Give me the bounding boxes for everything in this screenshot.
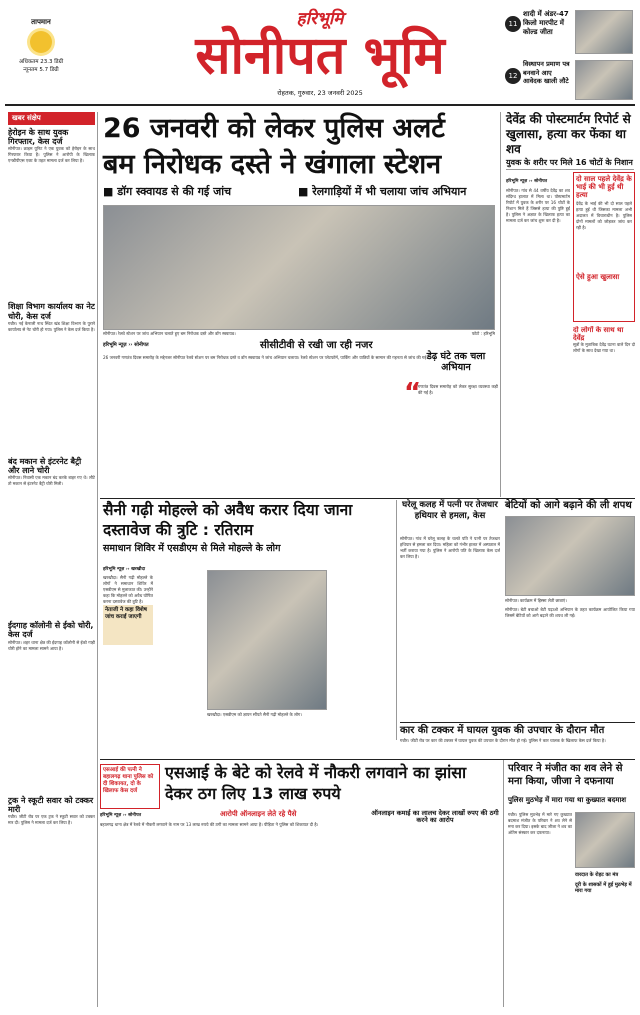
sidebar-item-body: गन्नौर। जीटी रोड पर एक ट्रक ने स्कूटी सवार को टक्कर मार दी। पुलिस ने मामला दर्ज कर लिया है। [8, 813, 95, 825]
lead-photo-caption: सोनीपत। रेलवे स्टेशन पर जांच अभियान चलाते हुए बम निरोधक दस्ते और डॉग स्क्वायड। [103, 331, 236, 336]
lead-photo-credit: फोटो : हरिभूमि [471, 331, 495, 336]
fraud-sub1: आरोपी ऑनलाइन लेते रहे पैसे [220, 810, 297, 818]
box1-sub: ऐसे हुआ खुलासा [576, 273, 620, 282]
sun-icon [30, 31, 52, 53]
box1-head: दो साल पहले देवेंद्र के भाई की भी हुई थी हत्या [576, 175, 632, 200]
lead-headline-2: बम निरोधक दस्ते ने खंगाला स्टेशन [103, 149, 442, 180]
promo-text: विस्थापन प्रमाण पत्र बनवाने आए आवेदक खाली लौटे [523, 60, 570, 85]
promo-number: 12 [505, 68, 521, 84]
quote-mark: “ [404, 378, 422, 408]
fraud-sub2: ऑनलाइन कमाई का लालच देकर लाखों रुपए की ठगी करने का आरोप [371, 809, 499, 825]
bottom-right-box [575, 872, 635, 932]
promo-photo [575, 60, 633, 100]
accident-body: गन्नौर। जीटी रोड पर कार की टक्कर में घायल युवक की उपचार के दौरान मौत हो गई। पुलिस ने कार चालक के खिलाफ केस दर्ज किया है। [400, 738, 606, 743]
promo-1[interactable] [505, 8, 635, 60]
accident-headline: कार की टक्कर में घायल युवक की उपचार के दौरान मौत [400, 722, 635, 737]
sidebar-item-title: हेरोइन के साथ युवक गिरफ्तार, केस दर्ज [8, 128, 69, 147]
col-divider [503, 760, 504, 1007]
col3-headline: घरेलू कलह में पत्नी पर तेजधार हथियार से हमला, केस [402, 500, 498, 521]
section-rule-2 [100, 759, 635, 760]
col4-headline: बेटियों को आगे बढ़ाने की ली शपथ [505, 500, 632, 511]
second-photo-caption: खरखौदा। एसडीएम को ज्ञापन सौंपते सैनी गढ़ी मोहल्ले के लोग। [207, 712, 302, 717]
bottom-right-headline: परिवार ने मंजीत का शव लेने से मना किया, जीजा ने दफनाया [508, 763, 623, 787]
second-body: खरखौदा। सैनी गढ़ी मोहल्ले के लोगों ने समाधान शिविर में एसडीएम से मुलाकात की। उन्होंने कहा कि मोहल्ले को अवैध घोषित करना दस्तावेज की त्रुटि है। [103, 575, 153, 604]
col-divider [500, 112, 501, 497]
sidebar-item-title: बंद मकान से इंटरनेट बैट्री और लाने चोरी [8, 456, 82, 475]
sidebar-item-body: सोनीपत। शहर थाना क्षेत्र की ईदगाह कॉलोनी से ईको गाड़ी चोरी होने का मामला सामने आया है। [8, 639, 95, 651]
box1-body: देवेंद्र के भाई की भी दो साल पहले हत्या हुई थी जिसका मामला अभी अदालत में विचाराधीन है। पुलिस दोनों मामलों को जोड़कर जांच कर रही है। [576, 201, 632, 231]
col4-body: सोनीपत। बेटी बचाओ बेटी पढ़ाओ अभियान के तहत कार्यक्रम आयोजित किया गया जिसमें बेटियों को आगे बढ़ाने की शपथ ली गई। [505, 607, 635, 618]
second-callout [103, 605, 153, 645]
dateline: रोहतक, गुरुवार, 23 जनवरी 2025 [277, 89, 363, 97]
masthead-rule [5, 104, 635, 106]
promo-photo [575, 10, 633, 54]
lead-byline: हरिभूमि न्यूज़ ›› सोनीपत [103, 342, 149, 348]
temp-min: न्यूनतम 5.7 डिग्री [23, 67, 59, 73]
lead-subhead-right: ■ रेलगाड़ियों में भी चलाया जांच अभियान [298, 185, 467, 198]
right-top-byline: हरिभूमि न्यूज़ ›› सोनीपत [506, 179, 548, 184]
sidebar-item-title: ट्रक ने स्कूटी सवार को टक्कर मारी [8, 795, 94, 814]
second-headline: सैनी गढ़ी मोहल्ले को अवैध करार दिया जाना दस्तावेज की त्रुटि : रतिराम [103, 501, 353, 539]
sidebar-item-body: सोनीपत। निवासी एक मकान बंद करके बाहर गए थे। लौटे तो मकान से इंटरनेट बैट्री चोरी मिली। [8, 475, 95, 487]
callout-text: नेताजी ने कहा विशेष जांच कराई जाएगी [105, 607, 147, 620]
section-rule-1 [100, 498, 635, 499]
lead-headline-1: 26 जनवरी को लेकर पुलिस अलर्ट [103, 113, 445, 144]
sidebar-item[interactable] [8, 621, 95, 789]
right-top-body: सोनीपत। गांव से 44 वर्षीय देवेंद्र का शव संदिग्ध हालात में मिला था। पोस्टमार्टम रिपोर्ट में युवक के शरीर पर 16 चोटों के निशान मिले हैं जिससे हत्या की पुष्टि हुई है। पुलिस ने अज्ञात के खिलाफ हत्या का मामला दर्ज कर जांच शुरू कर दी है। [506, 188, 570, 223]
sidebar-item-title: ईदगाह कॉलोनी से ईको चोरी, केस दर्ज [8, 621, 94, 640]
second-photo [207, 570, 327, 710]
sidebar-divider [97, 112, 98, 1007]
fraud-body: बहालगढ़ थाना क्षेत्र में रेलवे में नौकरी लगवाने के नाम पर 13 लाख रुपये की ठगी का मामला सामने आया है। पीड़िता ने पुलिस को शिकायत दी है। [100, 822, 319, 827]
right-top-box2 [573, 326, 635, 494]
lead-quote: गणतंत्र दिवस समारोह को लेकर सुरक्षा व्यवस्था कड़ी की गई है। [418, 384, 498, 395]
col3-body: सोनीपत। गांव में घरेलू कलह के चलते पति ने पत्नी पर तेजधार हथियार से हमला कर दिया। महिला को गंभीर हालत में अस्पताल में भर्ती कराया गया है। पुलिस ने आरोपी पति के खिलाफ केस दर्ज कर लिया है। [400, 536, 500, 559]
promo-text: शादी में अंडर-47 किलो मारपीट में कोल्ड जीता [523, 10, 569, 36]
weather-label: तापमान [31, 18, 51, 26]
brand-logo: हरिभूमि [296, 9, 344, 29]
weather-box [8, 18, 74, 88]
masthead-title: सोनीपत भूमि [195, 26, 445, 86]
fraud-box-head: एसआई की पत्नी ने बहालगढ़ थाना पुलिस को दी शिकायत, दो के खिलाफ केस दर्ज [103, 767, 154, 794]
sidebar-item-title: शिक्षा विभाग कार्यालय का नेट चोरी, केस दर्ज [8, 302, 95, 321]
right-top-box1 [573, 172, 635, 322]
sidebar-item[interactable] [8, 302, 95, 450]
sidebar-item[interactable] [8, 796, 95, 944]
second-body-col2 [156, 575, 204, 725]
fraud-headline: एसआई के बेटे को रेलवे में नौकरी लगवाने का झांसा देकर ठग लिए 13 लाख रुपये [165, 763, 467, 803]
promo-2[interactable] [505, 60, 635, 104]
fraud-byline: हरिभूमि न्यूज़ ›› सोनीपत [100, 813, 142, 818]
second-byline: हरिभूमि न्यूज़ ›› खरखौदा [103, 567, 146, 572]
lead-side-head: डेढ़ घंटे तक चला अभियान [426, 351, 486, 373]
right-top-subhead: युवक के शरीर पर मिले 16 चोटों के निशान [506, 158, 634, 170]
right-top-headline: देवेंद्र की पोस्टमार्टम रिपोर्ट से खुलासा, हत्या कर फेंका था शव [506, 112, 631, 156]
sidebar-header: खबर संक्षेप [8, 112, 95, 125]
bottom-right-photo [575, 812, 635, 868]
promo-number: 11 [505, 16, 521, 32]
lead-cctv-head: सीसीटीवी से रखी जा रही नजर [260, 340, 373, 351]
fraud-box [100, 764, 160, 809]
col4-photo [505, 516, 635, 596]
lead-subhead-left: ■ डॉग स्क्वायड से की गई जांच [103, 185, 232, 198]
box2-head: दो लोगों के साथ था देवेंद्र [573, 326, 624, 343]
sidebar-item[interactable] [8, 128, 95, 296]
sidebar-item[interactable] [8, 457, 95, 615]
bottom-right-body: गन्नौर। पुलिस मुठभेड़ में मारे गए कुख्यात बदमाश मंजीत के परिवार ने शव लेने से मना कर दिया। इसके बाद जीजा ने शव का अंतिम संस्कार कर दफनाया। [508, 812, 572, 835]
temp-max: अधिकतम 23.3 डिग्री [18, 59, 64, 65]
box-text: वारदात के रोहट का मंत्र [575, 872, 619, 878]
sidebar-item-body: गन्नौर। नई केनाली नाथ स्थित खंड शिक्षा विभाग के पुराने कार्यालय से नेट चोरी हो गया। पुलिस ने केस दर्ज किया है। [8, 320, 95, 332]
second-subhead: समाधान शिविर में एसडीएम से मिले मोहल्ले के लोग [103, 543, 281, 554]
sidebar [8, 112, 95, 1007]
second-body-col3 [330, 575, 392, 725]
bottom-right-subhead: पुलिस मुठभेड़ में मारा गया था कुख्यात बदमाश [508, 796, 627, 804]
col4-photo-caption: सोनीपत। कार्यक्रम में हिस्सा लेती छात्राएं। [505, 598, 567, 603]
col-divider [396, 500, 397, 740]
sidebar-item-body: सोनीपत। क्राइम यूनिट ने एक युवक को हेरोइन के साथ गिरफ्तार किया है। पुलिस ने आरोपी के खिलाफ एनडीपीएस एक्ट के तहत मामला दर्ज कर लिया है। [8, 146, 95, 164]
lead-body: 26 जनवरी गणतंत्र दिवस समारोह के मद्देनजर सोनीपत रेलवे स्टेशन पर बम निरोधक दस्ते व डॉग स्क्वायड ने जांच अभियान चलाया। रेलवे स्टेशन पर प्लेटफॉर्म, पार्किंग और यात्रियों के सामान की गहनता से जांच की गई। [103, 355, 428, 360]
box2-body: सूत्रों के मुताबिक देवेंद्र घटना वाले दिन दो लोगों के साथ देखा गया था। [573, 342, 635, 354]
box-text-2: दूरी के शासकों में हुई मुठभेड़ में मारा गया [575, 881, 632, 894]
lead-photo [103, 205, 495, 330]
